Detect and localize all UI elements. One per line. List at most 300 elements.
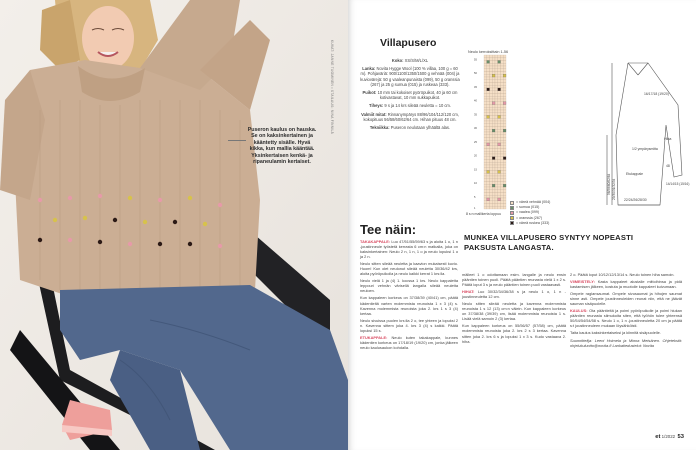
chart-cell (501, 116, 504, 119)
chart-mark-green (492, 129, 495, 132)
chart-cell (490, 107, 493, 110)
chart-cell (501, 99, 504, 102)
chart-cell (498, 74, 501, 77)
chart-cell (487, 187, 490, 190)
chart-cell (492, 132, 495, 135)
chart-cell (484, 146, 487, 149)
chart-cell (492, 116, 495, 119)
chart-cell (492, 121, 495, 124)
chart-cell (490, 143, 493, 146)
photo-credit: KUVAT: JANNE TUOMINEN • STAILAUS: NINA FINNILÄ (330, 40, 334, 135)
chart-cell (501, 72, 504, 75)
chart-cell (498, 127, 501, 130)
chart-cell (501, 77, 504, 80)
chart-cell (503, 140, 506, 143)
chart-cell (490, 138, 493, 141)
chart-cell (484, 94, 487, 97)
chart-cell (503, 107, 506, 110)
chart-mark-yellow (487, 171, 490, 174)
chart-cell (501, 184, 504, 187)
chart-cell (495, 171, 498, 174)
chart-cell (503, 96, 506, 99)
schematic-body: Etukappale (626, 172, 643, 176)
chart-cell (498, 168, 501, 171)
spec-measurements: Valmiit mitat: Rinnanympärys 88/96/104/112/120 cm, kokopituus 56/58/60/62/64 cm. Hihan pituus 48 cm. (361, 111, 459, 122)
chart-cell (498, 124, 501, 127)
chart-cell (487, 69, 490, 72)
chart-cell (487, 157, 490, 160)
chart-cell (492, 195, 495, 198)
chart-cell (503, 149, 506, 152)
chart-cell (490, 74, 493, 77)
chart-cell (503, 61, 506, 64)
chart-cell (503, 55, 506, 58)
chart-cell (487, 99, 490, 102)
chart-cell (503, 204, 506, 207)
schematic-height-left: 29/30/31/32/34 (612, 178, 616, 200)
chart-mark-brown (503, 157, 506, 160)
chart-cell (492, 182, 495, 185)
paragraph: mälleet 1 o odottamaan esim. langalle ja neulo ensin pääntien toinen puoli. Päätä pääntien reunasta vielä 1 x 2 s. Päätä loput 3 s ja neulo pääntien toinen puoli vastaavasti. (462, 272, 566, 288)
chart-cell (501, 55, 504, 58)
chart-cell (490, 187, 493, 190)
schematic-neck: 16/17/18 (19/20) (644, 92, 669, 96)
chart-cell (498, 140, 501, 143)
chart-cell (492, 204, 495, 207)
chart-cell (498, 149, 501, 152)
chart-cell (490, 113, 493, 116)
chart-cell (498, 105, 501, 108)
chart-cell (495, 179, 498, 182)
chart-row-label: 10 (474, 182, 477, 185)
chart-cell (501, 121, 504, 124)
chart-cell (487, 124, 490, 127)
chart-cell (484, 77, 487, 80)
paragraph: Suunnittelija: Leeni Hoimela ja Minna Metsänen. Ohjetekstit: ohjelukuluotto@novita.fi Lankatiedustelut: Novita (570, 337, 682, 348)
highlight-text: MUNKEA VILLAPUSERO SYNTYY NOPEASTI PAKSUSTA LANGASTA. (464, 233, 634, 252)
paragraph: Kun kappaleen korkeus on 55/56/57 (57/58) cm, päätä molemmista reunoista joka 2. krs 2 s 3 kertaa. Kavenna sitten joka 2. krs 6 s ja lopuksi 1 x 3 s. Kudo vastaava 2. hiha. (462, 323, 566, 344)
chart-cell (495, 206, 498, 209)
chart-cell (503, 154, 506, 157)
chart-cell (501, 146, 504, 149)
chart-cell (484, 135, 487, 138)
chart-cell (487, 201, 490, 204)
text-column-2 (462, 272, 566, 346)
chart-cell (503, 138, 506, 141)
chart-cell (495, 72, 498, 75)
chart-cell (503, 77, 506, 80)
chart-cell (490, 182, 493, 185)
chart-cell (501, 88, 504, 91)
chart-cell (484, 88, 487, 91)
chart-cell (501, 61, 504, 64)
chart-cell (490, 55, 493, 58)
legend-item: = väreä vehnää (004) (510, 200, 550, 205)
chart-cell (501, 129, 504, 132)
chart-cell (498, 160, 501, 163)
chart-cell (484, 151, 487, 154)
chart-cell (492, 190, 495, 193)
chart-cell (490, 201, 493, 204)
chart-cell (498, 118, 501, 121)
chart-cell (498, 182, 501, 185)
schematic-hem: 14/14/15 (15/16) (666, 182, 690, 186)
chart-cell (490, 69, 493, 72)
spec-technique: Tekniikka: Puseron neulotaan ylhäältä alas. (369, 125, 451, 131)
chart-cell (487, 72, 490, 75)
chart-cell (484, 198, 487, 201)
chart-cell (490, 165, 493, 168)
chart-row-label: 15 (474, 168, 477, 172)
chart-cell (484, 69, 487, 72)
paragraph: Kun kappaleen korkeus on 37/38/39 (40/41) cm, päätä kädentieltä varten molemmista reunoista 1 x 3 (4) s. Kavenna molemmista reunoista joka 2. krs 1 s 3 (4) kertaa. (360, 295, 458, 316)
chart-cell (501, 201, 504, 204)
chart-cell (492, 91, 495, 94)
chart-cell (490, 195, 493, 198)
chart-cell (492, 140, 495, 143)
chart-cell (484, 149, 487, 152)
chart-cell (503, 182, 506, 185)
chart-cell (487, 66, 490, 69)
chart-cell (498, 157, 501, 160)
chart-cell (484, 99, 487, 102)
chart-row-label: 30 (474, 127, 477, 130)
chart-cell (495, 96, 498, 99)
legend-item: = oranssia (267) (510, 216, 550, 221)
chart-cell (501, 157, 504, 160)
chart-cell (484, 72, 487, 75)
chart-mark-green (492, 184, 495, 187)
chart-mark-yellow (503, 74, 506, 77)
chart-cell (501, 198, 504, 201)
chart-cell (484, 63, 487, 66)
schematic-sleeve-length: 48 (666, 164, 670, 168)
paragraph: VIIMEISTELY: Kasta kappaleet alustalle mittoihinsa ja pidä kastamisen jälkeen, kostuta ja muotoile kappaleet kuivumaan. (570, 279, 682, 290)
chart-cell (501, 74, 504, 77)
chart-cell (487, 102, 490, 105)
paragraph: HIHAT: Luo 30/32/34/36/38 s ja neulo 1 o, 1 n -joustinneuletta 12 cm. (462, 289, 566, 300)
chart-cell (498, 193, 501, 196)
chart-cell (490, 80, 493, 83)
chart-cell (487, 146, 490, 149)
chart-cell (503, 118, 506, 121)
chart-cell (498, 151, 501, 154)
chart-cell (503, 72, 506, 75)
chart-cell (503, 66, 506, 69)
chart-cell (503, 91, 506, 94)
chart-cell (501, 80, 504, 83)
chart-cell (487, 96, 490, 99)
chart-cell (484, 154, 487, 157)
chart-cell (490, 149, 493, 152)
chart-cell (501, 69, 504, 72)
chart-cell (490, 179, 493, 182)
chart-cell (487, 135, 490, 138)
chart-cell (498, 80, 501, 83)
chart-cell (492, 99, 495, 102)
chart-cell (487, 63, 490, 66)
chart-cell (501, 105, 504, 108)
chart-cell (484, 107, 487, 110)
chart-footnote: 8 s:n mallikerta loppuu (466, 212, 502, 216)
page-title: Villapusero (380, 37, 437, 49)
chart-cell (492, 206, 495, 209)
chart-cell (492, 146, 495, 149)
chart-cell (487, 160, 490, 163)
chart-cell (492, 171, 495, 174)
chart-cell (503, 168, 506, 171)
paragraph: Neulo sivuissa puolen krs:lla 2 o, tee yhteen ja lopuksi 2 n. Kavenna sittem joka 4. krs 3 (4) s kaikki. Päätä lopuksi 15 s. (360, 317, 458, 333)
chart-cell (498, 206, 501, 209)
legend-item: = väreä ruskea (333) (510, 221, 550, 226)
chart-cell (490, 157, 493, 160)
chart-mark-yellow (487, 116, 490, 119)
chart-cell (484, 195, 487, 198)
chart-cell (495, 121, 498, 124)
chart-cell (495, 140, 498, 143)
chart-cell (495, 94, 498, 97)
chart-cell (487, 85, 490, 88)
chart-cell (484, 162, 487, 165)
chart-cell (498, 85, 501, 88)
chart-cell (490, 96, 493, 99)
chart-cell (492, 118, 495, 121)
chart-cell (484, 116, 487, 119)
chart-cell (495, 61, 498, 64)
chart-cell (490, 66, 493, 69)
chart-cell (490, 184, 493, 187)
chart-cell (495, 66, 498, 69)
chart-mark-pink (498, 143, 501, 146)
chart-cell (503, 85, 506, 88)
chart-cell (503, 135, 506, 138)
chart-cell (492, 80, 495, 83)
chart-cell (484, 171, 487, 174)
chart-cell (484, 66, 487, 69)
photo-caption: Puseron kaulus on hauska. Se on kaksinkertainen ja kääntetty sisälle. Hyvä kikka, kun mallia kääntää. Yksinkertaisen kenkä- ja ripaneulamin kertaiset. (247, 127, 317, 166)
chart-cell (492, 176, 495, 179)
legend-swatch (510, 211, 514, 215)
chart-cell (490, 135, 493, 138)
chart-cell (490, 198, 493, 201)
chart-cell (501, 179, 504, 182)
chart-cell (487, 140, 490, 143)
legend-item: = vaalea (099) (510, 210, 550, 215)
chart-cell (487, 118, 490, 121)
chart-mark-green (503, 129, 506, 132)
chart-cell (492, 110, 495, 113)
chart-cell (484, 187, 487, 190)
chart-cell (492, 63, 495, 66)
chart-cell (501, 149, 504, 152)
chart-cell (495, 143, 498, 146)
paragraph: ETUKAPPALE: Neulo kuten takakappale, kunnes kädentien korkeus on 17/18/19 (19/20) cm, jonka jälkeen neulo kaulusaukon kohdalla. (360, 334, 458, 350)
chart-cell (503, 132, 506, 135)
chart-cell (495, 198, 498, 201)
chart-cell (495, 135, 498, 138)
chart-cell (503, 124, 506, 127)
chart-mark-pink (487, 143, 490, 146)
chart-cell (484, 184, 487, 187)
paragraph: Neulo vielä 1 ja (4) 1. kocssa 1 krs. Neulo kappaletta leppouri vehnän värisellä langalla sileää neuletta neuloen. (360, 278, 458, 294)
chart-cell (492, 69, 495, 72)
chart-cell (490, 176, 493, 179)
chart-cell (501, 113, 504, 116)
chart-mark-pink (492, 102, 495, 105)
chart-cell (495, 190, 498, 193)
chart-mark-pink (487, 198, 490, 201)
chart-cell (487, 182, 490, 185)
chart-cell (484, 143, 487, 146)
chart-cell (498, 187, 501, 190)
chart-cell (498, 146, 501, 149)
chart-cell (490, 124, 493, 127)
chart-cell (492, 160, 495, 163)
section-title: Tee näin: (360, 222, 417, 237)
chart-cell (498, 135, 501, 138)
chart-mark-green (503, 184, 506, 187)
chart-cell (487, 77, 490, 80)
chart-cell (484, 173, 487, 176)
chart-cell (498, 66, 501, 69)
chart-cell (498, 83, 501, 86)
chart-cell (495, 154, 498, 157)
chart-cell (484, 165, 487, 168)
chart-cell (490, 193, 493, 196)
chart-cell (501, 135, 504, 138)
chart-cell (490, 154, 493, 157)
legend-swatch (510, 216, 514, 220)
chart-cell (490, 140, 493, 143)
legend-swatch (510, 221, 514, 225)
chart-cell (490, 204, 493, 207)
chart-cell (487, 110, 490, 113)
chart-cell (501, 182, 504, 185)
chart-cell (498, 165, 501, 168)
chart-cell (501, 107, 504, 110)
chart-cell (501, 85, 504, 88)
chart-cell (503, 162, 506, 165)
garment-schematic (604, 55, 690, 205)
chart-cell (492, 165, 495, 168)
chart-cell (498, 154, 501, 157)
chart-cell (487, 107, 490, 110)
chart-cell (501, 195, 504, 198)
chart-cell (487, 151, 490, 154)
chart-cell (495, 162, 498, 165)
chart-cell (484, 55, 487, 58)
chart-cell (495, 173, 498, 176)
chart-cell (492, 113, 495, 116)
chart-cell (490, 146, 493, 149)
chart-cell (490, 94, 493, 97)
chart-cell (490, 77, 493, 80)
chart-cell (495, 107, 498, 110)
chart-cell (495, 157, 498, 160)
chart-row-label: 55 (474, 58, 477, 62)
chart-cell (501, 165, 504, 168)
chart-cell (484, 113, 487, 116)
chart-cell (484, 201, 487, 204)
chart-cell (490, 72, 493, 75)
chart-cell (503, 58, 506, 61)
chart-cell (495, 129, 498, 132)
chart-cell (501, 96, 504, 99)
chart-cell (487, 193, 490, 196)
chart-cell (487, 204, 490, 207)
chart-cell (484, 102, 487, 105)
chart-cell (501, 66, 504, 69)
chart-cell (492, 85, 495, 88)
chart-cell (498, 201, 501, 204)
chart-cell (490, 151, 493, 154)
chart-cell (503, 121, 506, 124)
chart-cell (495, 105, 498, 108)
chart-cell (490, 168, 493, 171)
chart-cell (484, 129, 487, 132)
chart-cell (487, 94, 490, 97)
chart-cell (492, 124, 495, 127)
chart-cell (487, 206, 490, 209)
chart-cell (498, 77, 501, 80)
chart-cell (484, 85, 487, 88)
chart-cell (484, 160, 487, 163)
chart-cell (498, 173, 501, 176)
chart-mark-green (498, 61, 501, 64)
chart-row-label: 5 (474, 195, 476, 199)
chart-cell (484, 182, 487, 185)
chart-cell (487, 113, 490, 116)
chart-cell (490, 61, 493, 64)
chart-cell (503, 198, 506, 201)
chart-cell (495, 55, 498, 58)
chart-cell (495, 58, 498, 61)
legend-swatch (510, 201, 514, 205)
chart-cell (487, 176, 490, 179)
chart-row-label: 45 (474, 85, 477, 89)
chart-cell (495, 85, 498, 88)
chart-row-label: 40 (474, 99, 477, 103)
chart-cell (492, 193, 495, 196)
chart-cell (492, 138, 495, 141)
chart-cell (503, 165, 506, 168)
chart-mark-yellow (492, 74, 495, 77)
chart-cell (487, 132, 490, 135)
chart-cell (492, 72, 495, 75)
chart-cell (503, 193, 506, 196)
chart-cell (487, 55, 490, 58)
chart-cell (490, 173, 493, 176)
legend-swatch (510, 206, 514, 210)
chart-cell (492, 187, 495, 190)
chart-cell (501, 110, 504, 113)
chart-cell (503, 160, 506, 163)
chart-cell (495, 127, 498, 130)
chart-cell (495, 195, 498, 198)
chart-cell (490, 58, 493, 61)
chart-cell (503, 206, 506, 209)
chart-row-label: 25 (474, 140, 477, 144)
schematic-height-total: 56/58/60/62/64 (607, 173, 611, 195)
chart-cell (495, 149, 498, 152)
chart-cell (492, 88, 495, 91)
footer-issue: 1/2022 (661, 434, 676, 439)
chart-cell (498, 94, 501, 97)
chart-cell (484, 190, 487, 193)
chart-cell (487, 149, 490, 152)
chart-cell (498, 91, 501, 94)
chart-cell (498, 63, 501, 66)
